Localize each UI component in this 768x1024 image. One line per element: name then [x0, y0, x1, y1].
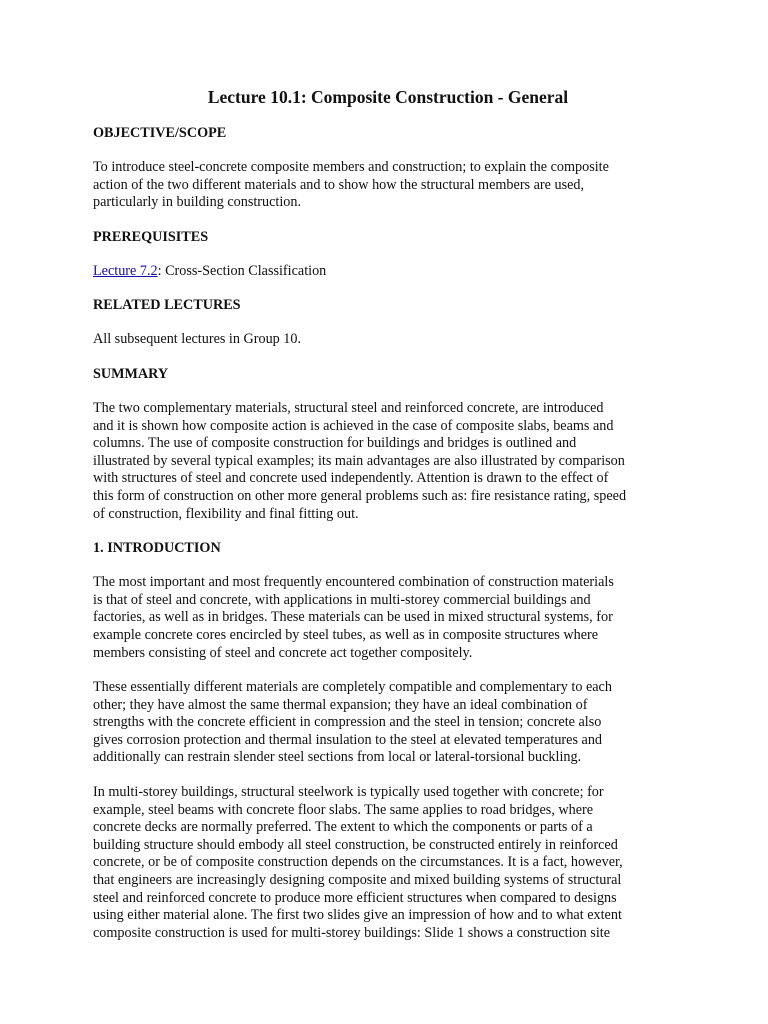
text-line: and it is shown how composite action is achieved in the case of composite slabs, beams and	[93, 417, 614, 434]
text-line: columns. The use of composite construction for buildings and bridges is outlined and	[93, 435, 577, 452]
text-line: additionally can restrain slender steel sections from local or lateral-torsional buckling.	[93, 749, 582, 766]
text-line: gives corrosion protection and thermal insulation to the steel at elevated temperatures and	[93, 731, 603, 748]
text-line: In multi-storey buildings, structural steelwork is typically used together with concrete; for	[93, 784, 604, 801]
text-line: example, steel beams with concrete floor slabs. The same applies to road bridges, where	[93, 801, 594, 818]
introduction-heading: 1. INTRODUCTION	[93, 540, 221, 557]
related-lectures-paragraph: All subsequent lectures in Group 10.	[93, 331, 302, 348]
related-lectures-heading: RELATED LECTURES	[93, 297, 241, 314]
text-line: concrete, or be of composite construction depends on the circumstances. It is a fact, however,	[93, 854, 623, 871]
introduction-paragraph-2	[93, 679, 683, 767]
summary-paragraph	[93, 400, 683, 523]
text-line: steel and reinforced concrete to produce more efficient structures when compared to designs	[93, 889, 617, 906]
text-line: The two complementary materials, structural steel and reinforced concrete, are introduced	[93, 399, 604, 416]
text-line: other; they have almost the same thermal expansion; they have an ideal combination of	[93, 696, 588, 713]
text-line: To introduce steel-concrete composite members and construction; to explain the composite	[93, 159, 609, 175]
introduction-paragraph-1	[93, 574, 683, 662]
document-page	[93, 86, 683, 942]
text-line: factories, as well as in bridges. These materials can be used in mixed structural systems, for	[93, 609, 613, 626]
text-line: that engineers are increasingly designing composite and mixed building systems of structural	[93, 872, 622, 889]
text-line: example concrete cores encircled by steel tubes, as well as in composite structures where	[93, 626, 599, 643]
introduction-paragraph-3	[93, 784, 683, 942]
text-line: particularly in building construction.	[93, 194, 302, 211]
text-line: with structures of steel and concrete used independently. Attention is drawn to the effect of	[93, 470, 609, 487]
text-line: of construction, flexibility and final fitting out.	[93, 505, 359, 522]
text-line: is that of steel and concrete, with applications in multi-storey commercial buildings and	[93, 591, 591, 608]
page-title: Lecture 10.1: Composite Construction - General	[207, 87, 569, 107]
text-line: composite construction is used for multi-storey buildings: Slide 1 shows a construction site	[93, 924, 610, 941]
text-line: These essentially different materials are completely compatible and complementary to each	[93, 679, 612, 696]
text-line: The most important and most frequently encountered combination of construction materials	[93, 574, 614, 591]
text-line: concrete decks are normally preferred. The extent to which the components or parts of a	[93, 819, 593, 836]
prerequisites-text: : Cross-Section Classification	[157, 262, 327, 279]
text-line: action of the two different materials and to show how the structural members are used,	[93, 176, 585, 193]
text-line: this form of construction on other more general problems such as: fire resistance rating, speed	[93, 487, 627, 504]
objective-paragraph	[93, 159, 683, 212]
prerequisites-paragraph	[93, 263, 683, 281]
objective-heading: OBJECTIVE/SCOPE	[93, 125, 227, 141]
text-line: building structure should embody all steel construction, be constructed entirely in reinforced	[93, 836, 618, 853]
summary-heading: SUMMARY	[93, 365, 169, 382]
lecture-7-2-link[interactable]: Lecture 7.2	[93, 262, 158, 279]
prerequisites-heading: PREREQUISITES	[93, 228, 209, 245]
text-line: strengths with the concrete efficient in compression and the steel in tension; concrete also	[93, 714, 602, 731]
text-line: members consisting of steel and concrete act together compositely.	[93, 644, 473, 661]
text-line: illustrated by several typical examples; its main advantages are also illustrated by comparison	[93, 452, 625, 469]
text-line: using either material alone. The first two slides give an impression of how and to what extent	[93, 907, 622, 924]
